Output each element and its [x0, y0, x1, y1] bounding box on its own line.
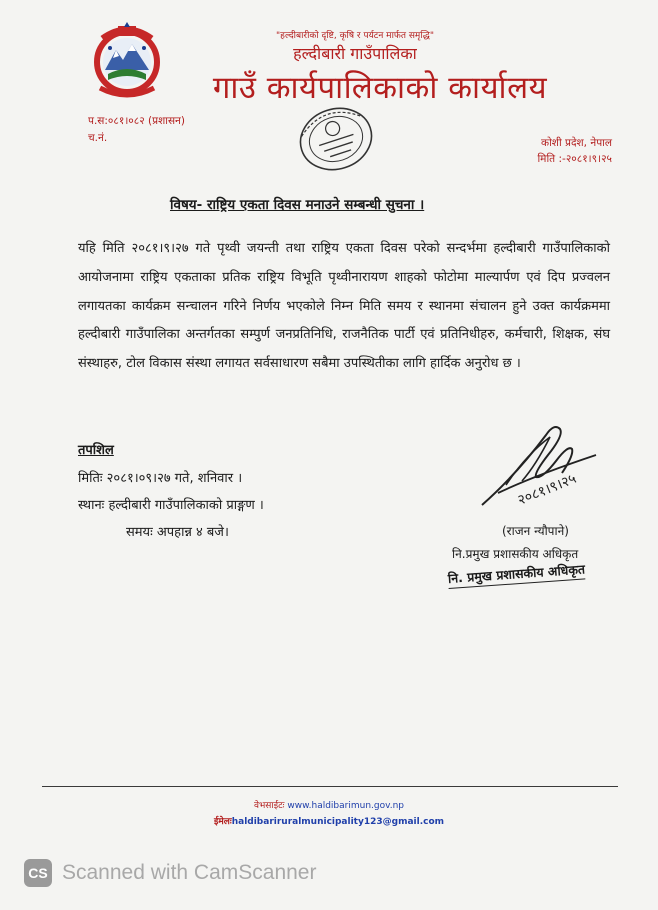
notice-subject: विषय- राष्ट्रिय एकता दिवस मनाउने सम्बन्धी सुचना ।: [170, 197, 425, 213]
official-stamp-icon: [286, 96, 386, 182]
email-link[interactable]: haldibariruralmunicipality123@gmail.com: [231, 817, 445, 827]
reference-number: प.स:०८१।०८२ (प्रशासन): [88, 115, 185, 127]
website-link[interactable]: www.haldibarimun.gov.np: [287, 801, 405, 811]
footer-website: [0, 798, 658, 811]
municipality-name: हल्दीबारी गाउँपालिका: [293, 44, 417, 63]
camscanner-watermark: [24, 858, 316, 888]
signature-date: २०८१।९।२५: [515, 470, 579, 509]
event-date: मितिः २०८१।०९।२७ गते, शनिवार ।: [78, 471, 243, 486]
camscanner-logo-icon: CS: [24, 859, 52, 887]
event-place: स्थानः हल्दीबारी गाउँपालिकाको प्राङ्गण ।: [78, 498, 264, 513]
nepal-emblem-icon: [88, 18, 166, 100]
signatory-title-stamp: नि. प्रमुख प्रशासकीय अधिकृत: [447, 560, 585, 589]
details-heading: तपशिल: [78, 443, 114, 458]
email-label: ईमेलः: [213, 817, 232, 827]
footer-divider: [42, 786, 618, 787]
letterhead-tagline: "हल्दीबारीको दृष्टि, कृषि र पर्यटन मार्फत समृद्धि": [276, 31, 434, 41]
province-address: कोशी प्रदेश, नेपाल: [541, 137, 612, 149]
camscanner-text: Scanned with CamScanner: [62, 861, 317, 884]
website-label: वेभसाईटः: [253, 801, 285, 811]
letter-date: मिति :-२०८१।९।२५: [537, 153, 612, 165]
event-time: समयः अपहान्न ४ बजे।: [126, 525, 229, 540]
office-title: गाउँ कार्यपालिकाको कार्यालय: [212, 70, 548, 106]
notice-paragraph: यहि मिति २०८१।९।२७ गते पृथ्वी जयन्ती तथा राष्ट्रिय एकता दिवस परेको सन्दर्भमा हल्दीबारी गाउँपालिकाको आयोजनामा राष्ट्रिय एकताका प्रतिक राष्ट्रिय विभूति पृथ्वीनारायण शाहको फोटोमा माल्यार्पण एवं दिप प्रज्वलन लगायतका कार्यक्रम सन्चालन गरिने निर्णय भएकोले निम्न मिति समय र स्थानमा संचालन हुने उक्त कार्यक्रममा हल्दीबारी गाउँपालिका अन्तर्गतका सम्पुर्ण जनप्रतिनिधि, राजनैतिक पार्टी एवं प्रतिनिधीहरु, कर्मचारी, शिक्षक, संघ संस्थाहरु, टोल विकास संस्था लगायत सर्वसाधारण सबैमा उपस्थितीका लागि हार्दिक अनुरोध छ ।: [78, 241, 610, 372]
dispatch-number: च.नं.: [88, 132, 108, 144]
signature-icon: [476, 415, 626, 515]
signatory-name: (राजन न्यौपाने): [502, 524, 569, 538]
footer-email: [0, 814, 658, 827]
signatory-title: नि.प्रमुख प्रशासकीय अधिकृत: [452, 547, 579, 561]
